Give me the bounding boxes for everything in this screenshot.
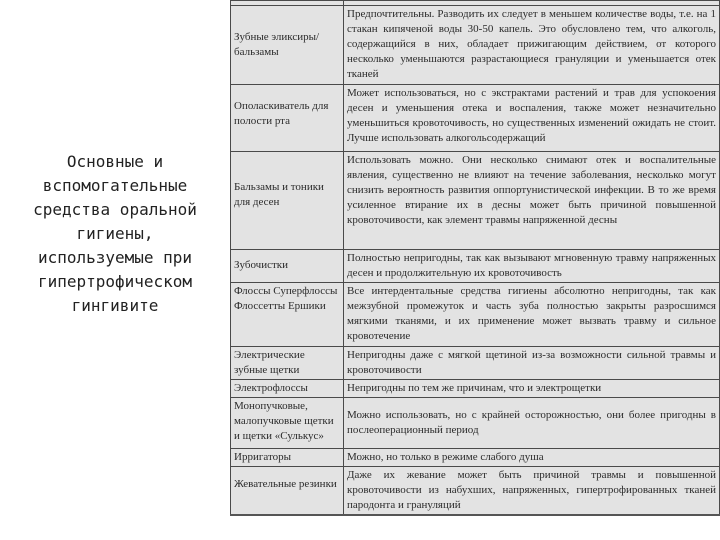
recommendation-cell: Можно, но только в режиме слабого душа bbox=[344, 449, 720, 467]
product-name-cell: Ополаскиватель для полости рта bbox=[231, 85, 344, 152]
scanned-table-image bbox=[230, 0, 720, 516]
recommendation-cell: Непригодны по тем же причинам, что и электрощетки bbox=[344, 380, 720, 398]
product-name-cell: Жевательные резинки bbox=[231, 467, 344, 516]
caption-line: вспомогательные bbox=[42, 176, 188, 195]
table-row bbox=[231, 347, 720, 380]
caption-line: Основные и bbox=[66, 152, 164, 171]
recommendation-cell: Даже их жевание может быть причиной травмы и повышенной кровоточивости из набухших, напряженных, гипертрофированных тканей пародонта и грануляций bbox=[344, 467, 720, 516]
table-row bbox=[231, 85, 720, 152]
product-name-cell: Ирригаторы bbox=[231, 449, 344, 467]
recommendation-cell: Непригодны даже с мягкой щетиной из-за возможности сильной травмы и кровоточивости bbox=[344, 347, 720, 380]
table-row bbox=[231, 6, 720, 85]
slide-caption bbox=[0, 150, 230, 318]
recommendation-cell: Использовать можно. Они несколько снимают отек и воспалительные явления, существенно не влияют на течение заболевания, несколько могут снизить вероятность развития оппортунистической инфекции. В то же время усиленное втирание их в десны может быть причиной повышенной кровоточивости, как элемент травмы напряженной десны bbox=[344, 152, 720, 250]
caption-line: используемые при bbox=[37, 248, 193, 267]
product-name-cell: Зубочистки bbox=[231, 250, 344, 283]
table-row bbox=[231, 380, 720, 398]
product-name-cell: Зубные эликсиры/бальзамы bbox=[231, 6, 344, 85]
product-name-cell: Монопучковые, малопучковые щетки и щетки «Сулькус» bbox=[231, 398, 344, 449]
recommendation-cell: Предпочтительны. Разводить их следует в меньшем количестве воды, т.е. на 1 стакан кипяченой воды 30-50 капель. Это обусловлено тем, что алкоголь, содержащийся в них, обладает прижигающим действием, от которого несколько уменьшаются разрастающиеся грануляции и уменьшается отек тканей bbox=[344, 6, 720, 85]
product-name-cell: Флоссы Суперфлоссы Флоссетты Ершики bbox=[231, 283, 344, 347]
recommendation-cell: Все интердентальные средства гигиены абсолютно непригодны, так как межзубной промежуток и часть зуба полностью закрыты разросшимся мягкими тканями, и их применение может вызвать травму и сильное кровотечение bbox=[344, 283, 720, 347]
table-row bbox=[231, 152, 720, 250]
table-row bbox=[231, 250, 720, 283]
product-name-cell: Электрофлоссы bbox=[231, 380, 344, 398]
table-row bbox=[231, 398, 720, 449]
table-bottom-border bbox=[230, 514, 720, 516]
caption-line: гипертрофическом bbox=[37, 272, 193, 291]
product-name-cell: Бальзамы и тоники для десен bbox=[231, 152, 344, 250]
caption-line: гигиены, bbox=[76, 224, 154, 243]
caption-line: гингивите bbox=[71, 296, 159, 315]
recommendation-cell: Может использоваться, но с экстрактами растений и трав для успокоения десен и уменьшения отека и воспаления, также может незначительно уменьшиться кровоточивость, но существенных изменений ожидать не стоит. Лучше использовать алкогольсодержащий bbox=[344, 85, 720, 152]
caption-line: средства оральной bbox=[33, 200, 197, 219]
table-row bbox=[231, 283, 720, 347]
recommendation-cell: Можно использовать, но с крайней осторожностью, они более пригодны в послеоперационный период bbox=[344, 398, 720, 449]
table-row bbox=[231, 467, 720, 516]
recommendation-cell: Полностью непригодны, так как вызывают мгновенную травму напряженных десен и продолжительную их кровоточивость bbox=[344, 250, 720, 283]
table-row bbox=[231, 449, 720, 467]
oral-hygiene-table bbox=[230, 0, 720, 516]
product-name-cell: Электрические зубные щетки bbox=[231, 347, 344, 380]
